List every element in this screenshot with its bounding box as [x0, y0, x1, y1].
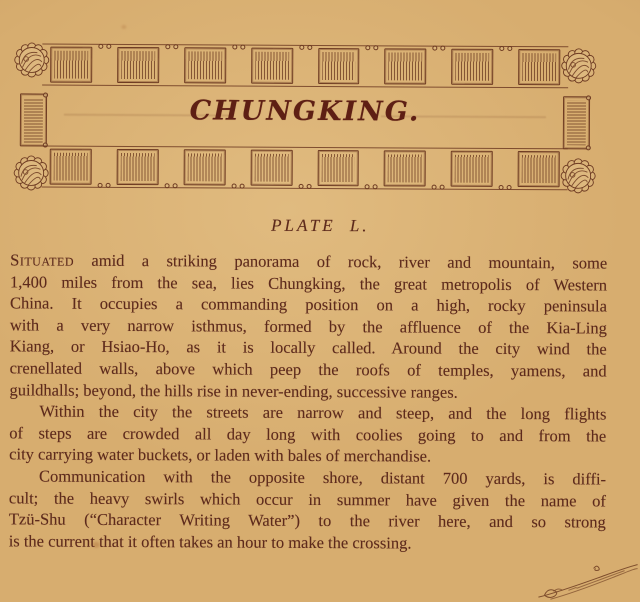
- text-line: guildhalls; beyond, the hills rise in never-ending, successive ranges.: [9, 379, 458, 402]
- paper-stain: [121, 25, 126, 29]
- rail-panel: [184, 47, 226, 83]
- text-line: city carrying water buckets, or laden with bales of merchandise.: [9, 444, 432, 466]
- rail-scroll-joint: [500, 49, 511, 85]
- rail-panel: [117, 47, 159, 83]
- rail-panel: [451, 49, 493, 85]
- rail-panel: [250, 150, 292, 186]
- lead-word-smallcaps: Situated: [10, 250, 75, 270]
- rail-scroll-joint: [99, 47, 110, 83]
- text-line: 1,400 miles from the sea, lies Chungking, the great metropolis of Western: [10, 271, 608, 295]
- rail-scroll-joint: [300, 48, 311, 84]
- corner-rosette-icon: [13, 41, 50, 78]
- text-line: of steps are crowded all day long with coolies going to and from the: [9, 423, 607, 446]
- text-line: is the current that it often takes an hour to make the crossing.: [8, 531, 412, 553]
- railing-border-bottom: [50, 149, 560, 188]
- text-line: Kiang, or Hsiao-Ho, as it is locally called. Around the city wind the: [9, 336, 607, 359]
- rail-scroll-joint: [433, 49, 444, 85]
- text-line: China. It occupies a commanding position on a high, rocky peninsula: [9, 293, 608, 316]
- corner-rosette-icon: [560, 47, 597, 84]
- rail-scroll-joint: [165, 149, 176, 185]
- text-line: cult; the heavy swirls which occur in summer have given the name of: [8, 487, 607, 511]
- page-title: CHUNGKING.: [189, 95, 421, 128]
- text-line-rest: amid a striking panorama of rock, river and mountain, some: [73, 250, 608, 273]
- rail-scroll-joint: [233, 48, 244, 84]
- body-text: [9, 249, 608, 554]
- rail-panel: [317, 150, 359, 186]
- text-line: Tzü-Shu (“Character Writing Water”) to the river here, and so strong: [8, 509, 606, 532]
- rail-panel: [50, 47, 92, 83]
- plate-heading: PLATE L.: [271, 215, 370, 236]
- rail-panel: [251, 48, 293, 84]
- text-line: [10, 249, 607, 274]
- rail-panel: [50, 149, 92, 185]
- rail-scroll-joint: [98, 149, 109, 185]
- rail-scroll-joint: [366, 150, 377, 186]
- rail-panel: [385, 48, 427, 84]
- border-frame: [16, 42, 595, 191]
- rail-panel: [384, 150, 426, 186]
- text-line: crenellated walls, above which peep the roofs of temples, yamens, and: [9, 358, 607, 381]
- rail-panel: [116, 149, 158, 185]
- rail-scroll-joint: [299, 150, 310, 186]
- rail-scroll-joint: [367, 48, 378, 84]
- text-line: Communication with the opposite shore, distant 700 yards, is diffi-: [39, 466, 607, 489]
- rail-panel: [183, 149, 225, 185]
- rail-scroll-joint: [500, 151, 511, 187]
- text-line: Within the city the streets are narrow and steep, and the long flights: [39, 401, 607, 424]
- rail-scroll-joint: [232, 150, 243, 186]
- railing-border-top: [50, 47, 560, 86]
- rail-scroll-joint: [166, 47, 177, 83]
- text-line: with a very narrow isthmus, formed by the affluence of the Kia-Ling: [9, 315, 607, 338]
- engraving-sketch-fragment: [536, 559, 638, 602]
- rail-panel: [318, 48, 360, 84]
- rail-panel: [518, 151, 560, 187]
- rail-scroll-joint: [433, 151, 444, 187]
- rail-panel: [518, 49, 560, 85]
- rail-panel: [451, 151, 493, 187]
